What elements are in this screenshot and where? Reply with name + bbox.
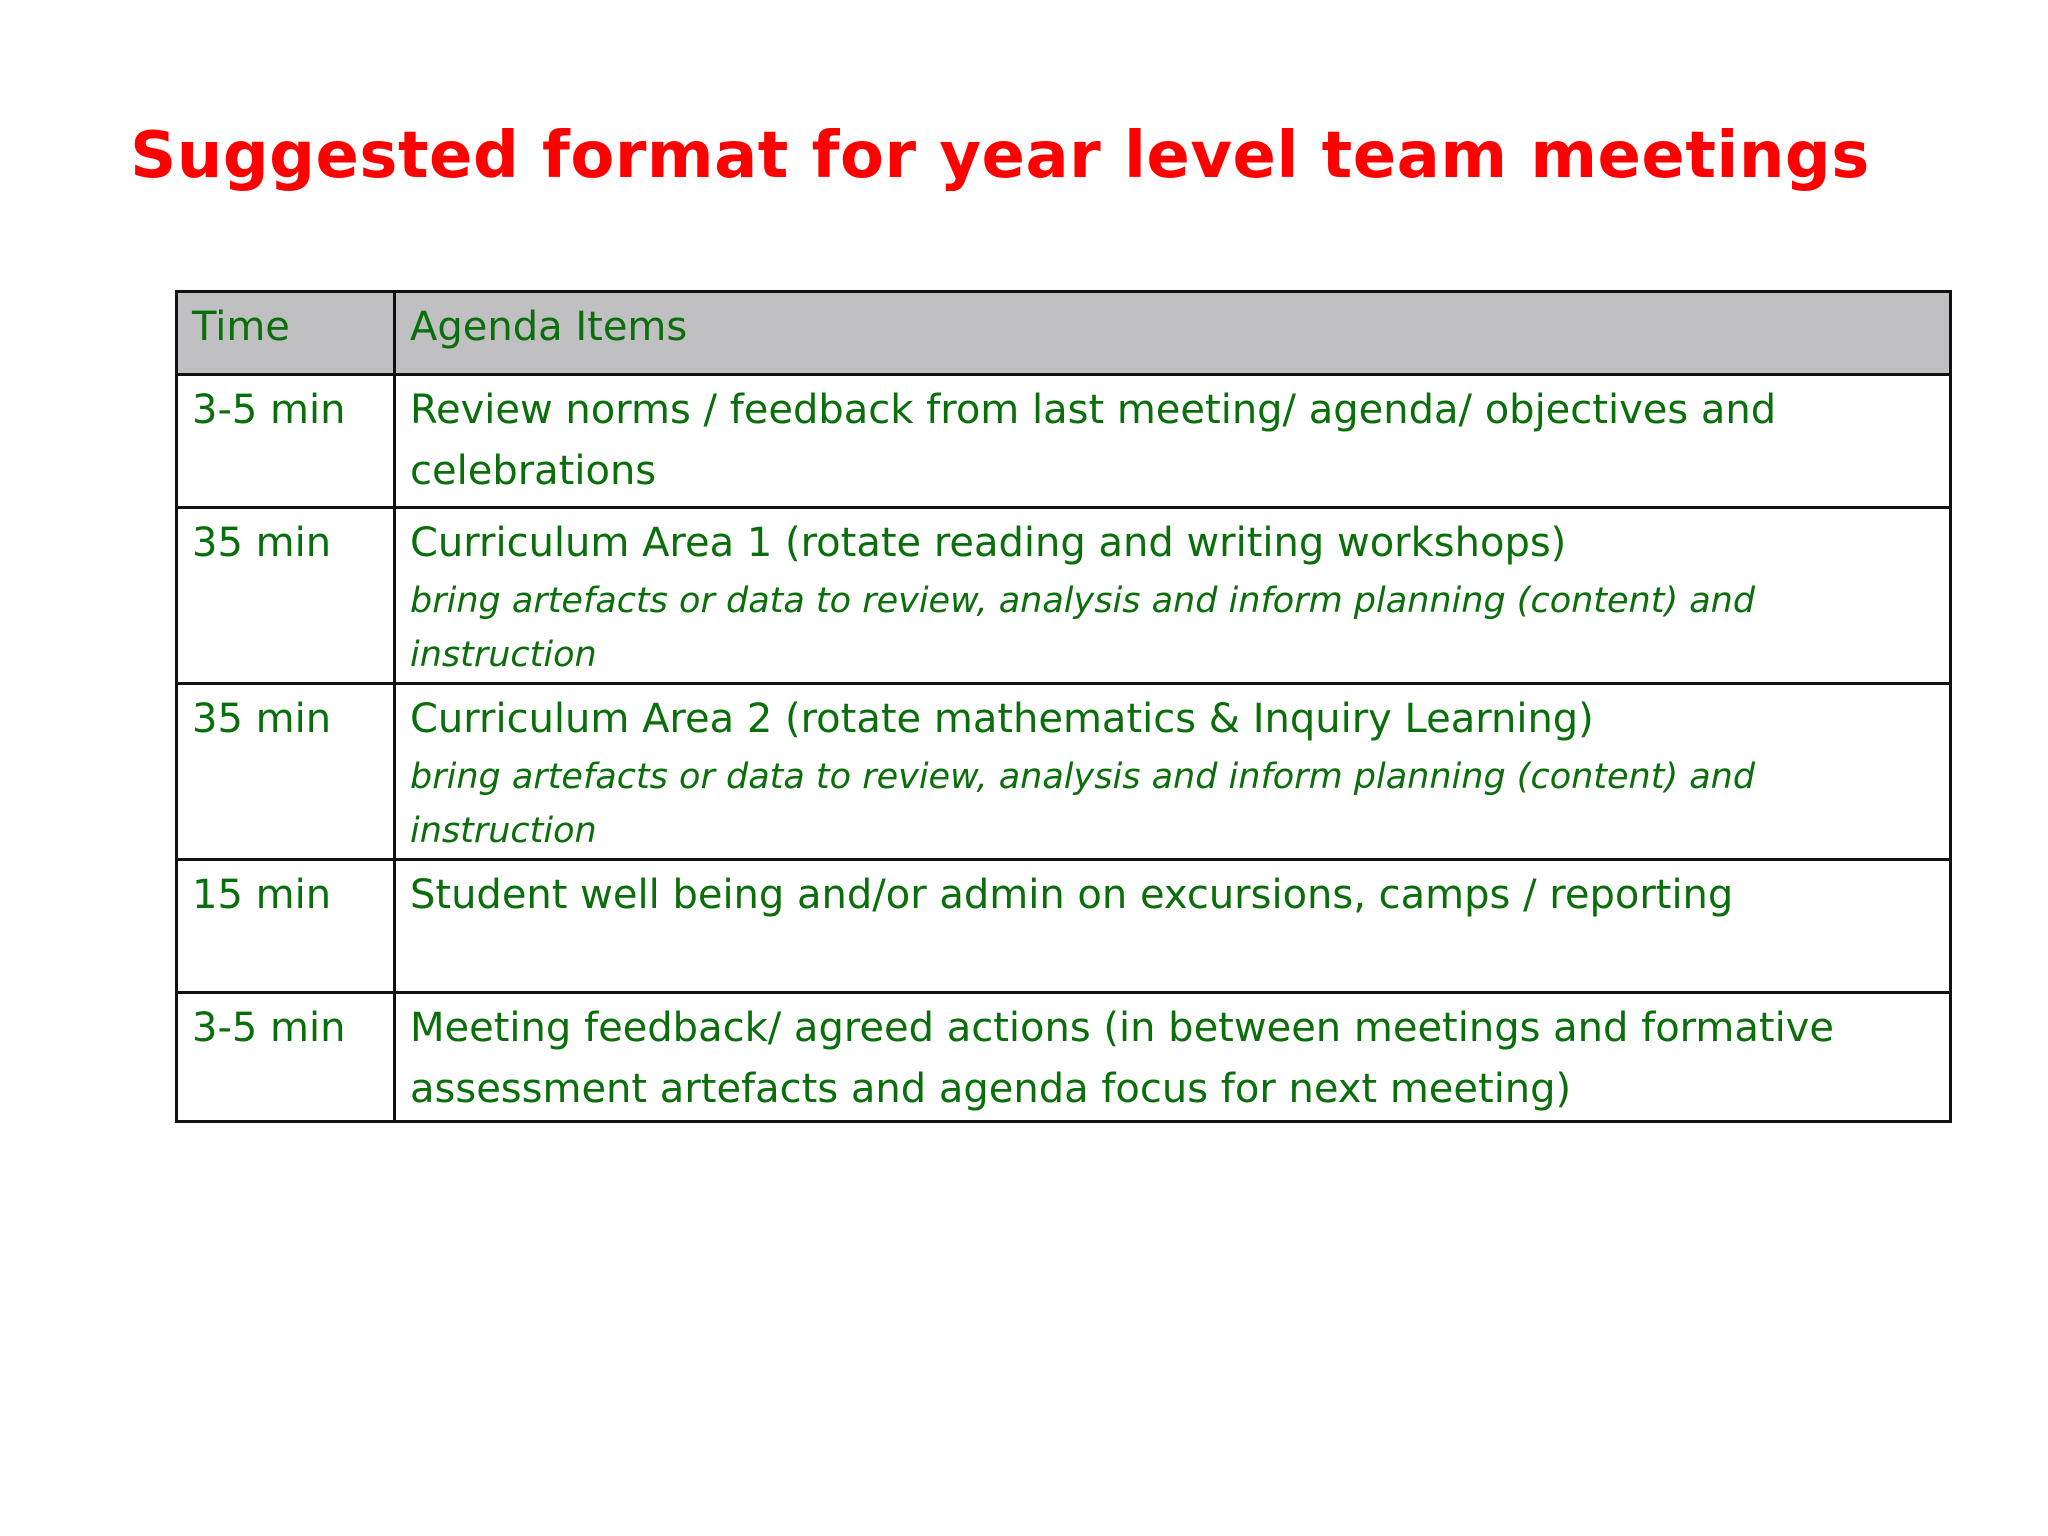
- time-cell: 35 min: [177, 684, 395, 860]
- agenda-item-cell: [395, 684, 1951, 860]
- agenda-item-note: bring artefacts or data to review, analysis and inform planning (content) and instruction: [410, 757, 1756, 851]
- agenda-item-cell: [395, 508, 1951, 684]
- time-cell: 35 min: [177, 508, 395, 684]
- agenda-item-text: Review norms / feedback from last meeting/ agenda/ objectives and celebrations: [410, 387, 1777, 494]
- agenda-item-cell: [395, 993, 1951, 1122]
- agenda-table: [175, 290, 1952, 1123]
- time-cell: 3-5 min: [177, 375, 395, 508]
- table-header-row: [177, 292, 1951, 375]
- time-cell: 3-5 min: [177, 993, 395, 1122]
- slide-title: Suggested format for year level team meetings: [130, 119, 1870, 193]
- agenda-item-text: Curriculum Area 2 (rotate mathematics & Inquiry Learning): [410, 696, 1594, 742]
- agenda-item-cell: [395, 860, 1951, 993]
- table-row: [177, 993, 1951, 1122]
- header-agenda-items: Agenda Items: [395, 292, 1951, 375]
- header-time: Time: [177, 292, 395, 375]
- agenda-item-text: Student well being and/or admin on excursions, camps / reporting: [410, 872, 1734, 918]
- agenda-item-text: Curriculum Area 1 (rotate reading and writing workshops): [410, 520, 1567, 566]
- time-cell: 15 min: [177, 860, 395, 993]
- agenda-item-cell: [395, 375, 1951, 508]
- table-row: [177, 860, 1951, 993]
- agenda-item-note: bring artefacts or data to review, analysis and inform planning (content) and instruction: [410, 581, 1756, 675]
- table-row: [177, 375, 1951, 508]
- table-row: [177, 508, 1951, 684]
- table-row: [177, 684, 1951, 860]
- agenda-item-text: Meeting feedback/ agreed actions (in between meetings and formative assessment artefacts and agenda focus for next meeting): [410, 1005, 1834, 1112]
